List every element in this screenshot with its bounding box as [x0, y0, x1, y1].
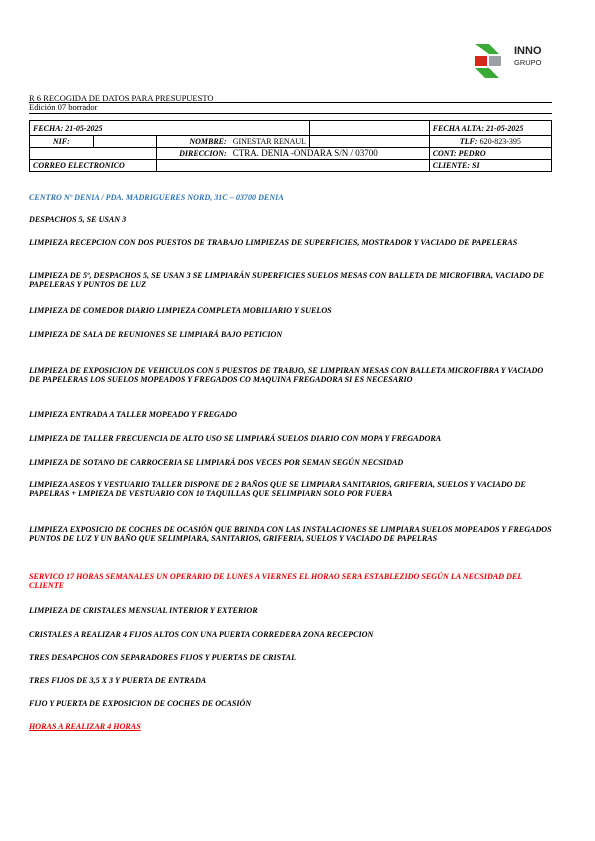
paragraph: FIJO Y PUERTA DE EXPOSICION DE COCHES DE OCASIÓN [29, 699, 252, 708]
paragraph: LIMPIEZA DE EXPOSICION DE VEHICULOS CON 5 PUESTOS DE TRABJO, SE LIMPIRAN MESAS CON BALLETA MICROFIBRA Y VACIADO DE PAPELERAS LOS SUELOS MOPEADOS Y FREGADOS CO MAQUINA FREGADORA SI ES NECESARIO [29, 366, 544, 385]
nif-value [93, 136, 156, 148]
direccion-label: DIRECCION: [156, 148, 229, 160]
service-hours-paragraph: SERVICO 17 HORAS SEMANALES UN OPERARIO DE LUNES A VIERNES EL HORAO SERA ESTABLEZIDO SEGÚN LA NECSIDAD DEL CLIENTE [29, 572, 523, 591]
paragraph: LIMPIEZA DE SOTANO DE CARROCERIA SE LIMPIARÁ DOS VECES POR SEMAN SEGÚN NECSIDAD [29, 458, 404, 467]
correo-value [156, 160, 429, 172]
paragraph: LIMPIEZA DE TALLER FRECUENCIA DE ALTO USO SE LIMPIARÁ SUELOS DIARIO CON MOPA Y FREGADORA [29, 434, 442, 443]
tlf-cell [429, 136, 551, 148]
paragraph: LIMPIEZA DE SALA DE REUNIONES SE LIMPIARÁ BAJO PETICION [29, 330, 283, 339]
divider [29, 102, 552, 103]
direccion-value: CTRA. DENIA -ONDARA S/N / 03700 [230, 148, 430, 160]
paragraph: LIMPIEZA DE CRISTALES MENSUAL INTERIOR Y EXTERIOR [29, 606, 258, 615]
cliente-cell: CLIENTE: SI [429, 160, 551, 172]
nif-label: NIF: [30, 136, 94, 148]
logo-sub: GRUPO [514, 58, 542, 67]
correo-label: CORREO ELECTRONICO [30, 160, 157, 172]
logo-gray-shape [489, 56, 501, 66]
nombre-label: NOMBRE: [156, 136, 229, 148]
empty-cell [310, 136, 430, 148]
nombre-value: GINESTAR RENAUL [230, 136, 310, 148]
divider [29, 113, 552, 114]
fecha-cell: FECHA: 21-05-2025 [30, 121, 310, 136]
paragraph: DESPACHOS 5, SE USAN 3 [29, 215, 127, 224]
logo-name: INNO [514, 45, 542, 57]
edition-label: Edición 07 borrador [29, 102, 98, 112]
client-info-table [29, 120, 552, 172]
empty-cell [310, 121, 430, 136]
centro-address: CENTRO Nº DENIA / PDA. MADRIGUERES NORD, 31C – 03700 DENIA [29, 193, 284, 202]
paragraph: TRES FIJOS DE 3,5 X 3 Y PUERTA DE ENTRADA [29, 676, 207, 685]
empty-cell [30, 148, 157, 160]
paragraph: LIMPIEZA DE COMEDOR DIARIO LIMPIEZA COMPLETA MOBILIARIO Y SUELOS [29, 306, 332, 315]
paragraph: LIMPIEZA ENTRADA A TALLER MOPEADO Y FREGADO [29, 410, 237, 419]
logo-green-shape [475, 44, 499, 54]
contacto-cell: CONT: PEDRO [429, 148, 551, 160]
form-title: R 6 RECOGIDA DE DATOS PARA PRESUPUESTO [29, 93, 214, 103]
logo-green-shape-2 [475, 68, 499, 78]
paragraph: LIMPIEZA RECEPCION CON DOS PUESTOS DE TRABAJO LIMPIEZAS DE SUPERFICIES, MOSTRADOR Y VACIADO DE PAPELERAS [29, 238, 518, 247]
tlf-value: 620-823-395 [479, 137, 521, 146]
paragraph: LIMPIEZA ASEOS Y VESTUARIO TALLER DISPONE DE 2 BAÑOS QUE SE LIMPIARA SANITARIOS, GRIFERIA, SUELOS Y VACIADO DE PAPELRAS + LMPIEZA DE VESTUARIO CON 10 TAQUILLAS QUE SELIMPIARN SOLO POR FUERA [29, 480, 526, 499]
logo-red-shape [475, 56, 487, 66]
hours-total: HORAS A REALIZAR 4 HORAS [29, 722, 141, 731]
tlf-label: TLF: [459, 137, 478, 146]
fecha-alta-cell: FECHA ALTA: 21-05-2025 [429, 121, 551, 136]
paragraph: LIMPIEZA EXPOSICIO DE COCHES DE OCASIÓN QUE BRINDA CON LAS INSTALACIONES SE LIMPIARA SUELOS MOPEADOS Y FREGADOS PUNTOS DE LUZ Y UN BAÑO QUE SELIMPIARA, SANITARIOS, GRIFERIA, SUELOS Y VACIADO DE PAPELRAS [29, 525, 552, 544]
paragraph: LIMPIEZA DE 5º, DESPACHOS 5, SE USAN 3 SE LIMPIARÁN SUPERFICIES SUELOS MESAS CON BALLETA DE MICROFIBRA, VACIADO DE PAPELERAS Y PUNTOS DE LUZ [29, 271, 545, 290]
paragraph: CRISTALES A REALIZAR 4 FIJOS ALTOS CON UNA PUERTA CORREDERA ZONA RECEPCION [29, 630, 374, 639]
paragraph: TRES DESAPCHOS CON SEPARADORES FIJOS Y PUERTAS DE CRISTAL [29, 653, 297, 662]
